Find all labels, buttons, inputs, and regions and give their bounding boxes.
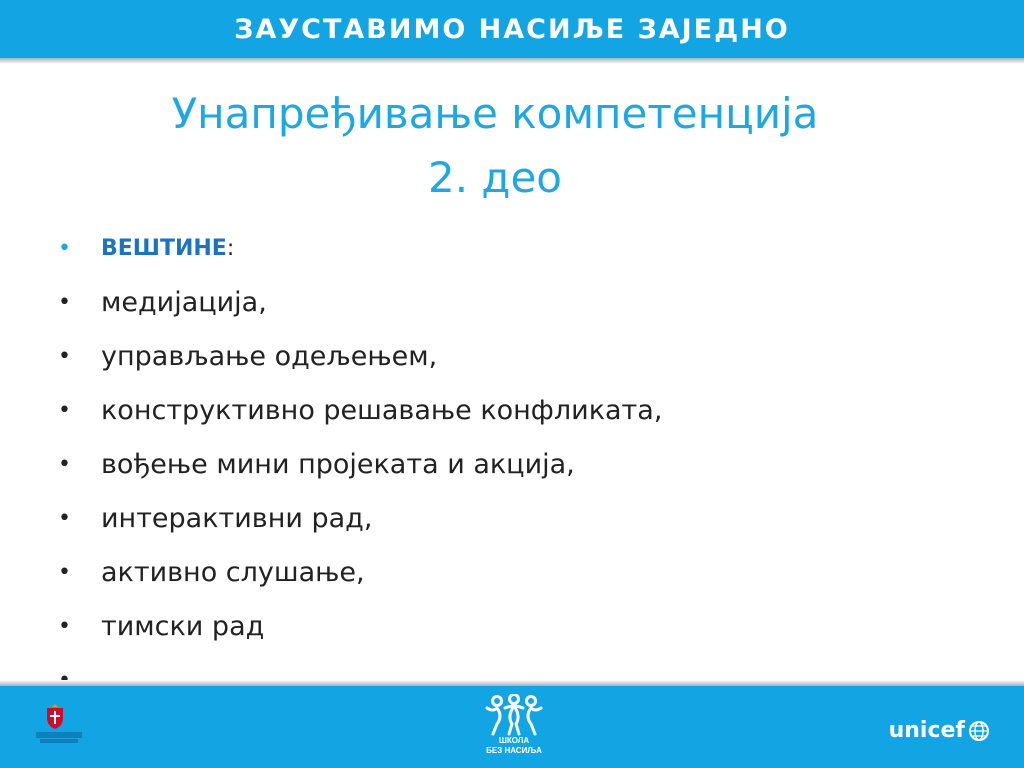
serbian-crest-icon (30, 702, 88, 752)
unicef-globe-icon (968, 720, 990, 742)
slide-title (0, 82, 990, 210)
bullet-icon: • (58, 236, 71, 261)
list-item-text: управљање одељењем, (101, 341, 438, 372)
bullet-icon: • (58, 290, 71, 315)
school-without-violence-logo (478, 694, 550, 766)
banner-title: ЗАУСТАВИМО НАСИЉЕ ЗАЈЕДНО (234, 13, 790, 45)
school-logo-line-1: ШКОЛА (498, 736, 530, 745)
list-item-text: вођење мини пројеката и акција, (101, 449, 575, 480)
bullet-icon: • (58, 560, 71, 585)
crest-caption (30, 732, 88, 743)
list-item (58, 492, 662, 546)
list-item-text: интерактивни рад, (101, 503, 373, 534)
slide-title-line-2: 2. део (428, 153, 562, 202)
unicef-wordmark: unicef (888, 718, 965, 743)
list-item-text: конструктивно решавање конфликата, (101, 395, 663, 426)
list-item (58, 384, 662, 438)
list-item (58, 276, 662, 330)
list-item (58, 546, 662, 600)
top-banner (0, 0, 1024, 58)
slide-title-line-1: Унапређивање компетенција (171, 89, 819, 138)
unicef-logo (889, 718, 990, 743)
footer-banner (0, 686, 1024, 768)
bullet-icon: • (58, 614, 71, 639)
bullet-icon: • (58, 506, 71, 531)
list-item (58, 330, 662, 384)
list-item (58, 600, 662, 654)
crest-shield-icon (44, 704, 66, 730)
list-item-text: медијација, (101, 287, 267, 318)
list-item-text: активно слушање, (101, 557, 365, 588)
list-item-skills-heading (58, 222, 662, 276)
banner-divider (0, 58, 1024, 64)
bullet-icon: • (58, 344, 71, 369)
school-figures-icon (483, 694, 545, 736)
skills-heading: ВЕШТИНЕ (101, 236, 227, 261)
bullet-icon: • (58, 398, 71, 423)
skills-colon: : (226, 236, 235, 261)
list-item (58, 438, 662, 492)
skills-list (58, 222, 662, 708)
bullet-icon: • (58, 452, 71, 477)
list-item-text: тимски рад (101, 611, 265, 642)
school-logo-line-2: БЕЗ НАСИЉА (486, 746, 542, 755)
